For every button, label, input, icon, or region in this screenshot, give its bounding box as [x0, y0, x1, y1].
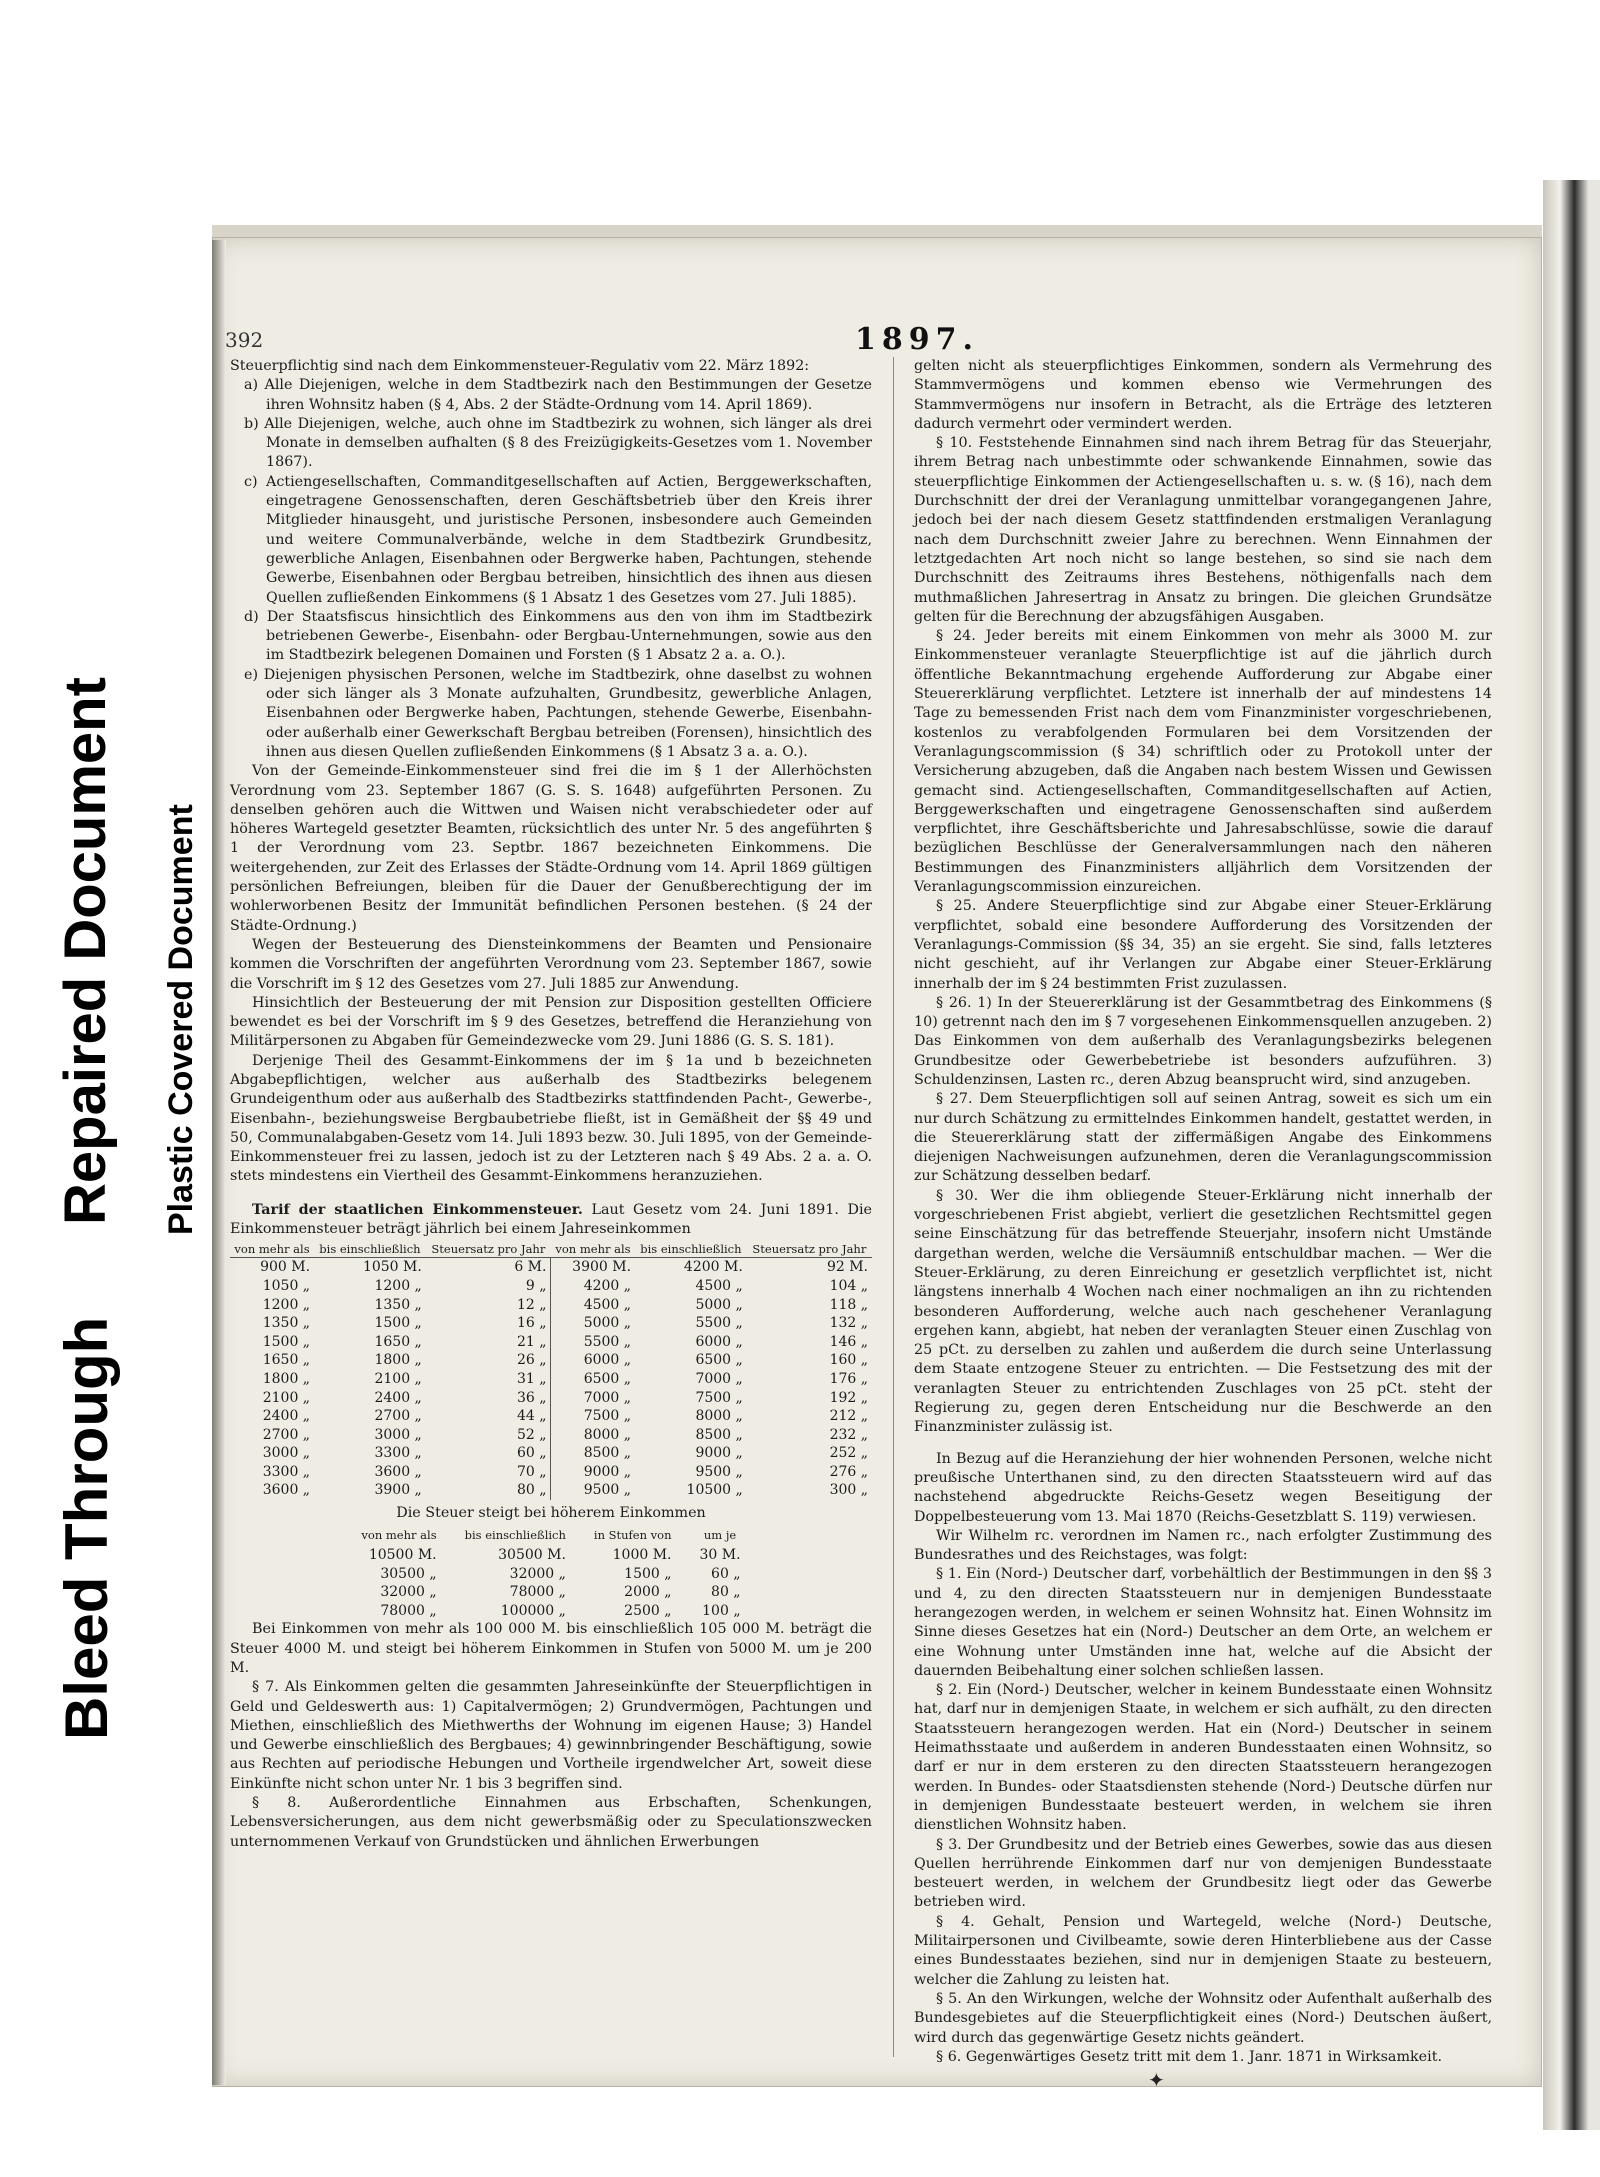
paragraph: § 8. Außerordentliche Einnahmen aus Erbschaften, Schenkungen, Lebensversicherungen, aus dem nicht gewerbsmäßig oder zu Speculationszwecken unternommenen Verkauf von Grundstücken und ähnlichen Erwerbungen	[230, 1795, 872, 1850]
tarif-cell: 8500 „	[551, 1444, 635, 1463]
tarif-header: Steuersatz pro Jahr	[431, 1242, 546, 1257]
tarif-cell: 252 „	[829, 1445, 868, 1462]
tarif-cell: 1350 „	[374, 1296, 422, 1313]
paragraph: In Bezug auf die Heranziehung der hier wohnenden Personen, welche nicht preußische Unterthanen sind, zu den directen Staatssteuern wird auf das nachstehend abgedruckte Reichs-Gesetz wegen Beseitigung der Doppelbesteuerung vom 13. Mai 1870 (Reichs-Gesetzblatt S. 119) verwiesen.	[914, 1450, 1492, 1525]
tarif-cell: 52 „	[516, 1426, 547, 1443]
repaired-document-label: Repaired Document	[53, 677, 118, 1225]
tarif-cell: 2700 „	[262, 1426, 311, 1443]
paragraph: § 27. Dem Steuerpflichtigen soll auf seinen Antrag, soweit es sich um ein nur durch Schätzung zu ermittelndes Einkommen handelt, gestattet werden, in die Steuererklärung statt der ziffermäßigen Angabe des Einkommens diejenigen Nachweisungen aufzunehmen, deren die Veranlagungscommission zur Schätzung desselben bedarf.	[914, 1091, 1492, 1185]
steig-cell: 100000 „	[500, 1602, 566, 1619]
tarif-cell: 3900 „	[374, 1482, 422, 1499]
tarif-cell: 2400 „	[374, 1389, 422, 1406]
list-item: b) Alle Diejenigen, welche, auch ohne im Stadtbezirk zu wohnen, sich länger als drei Monate in demselben aufhalten (§ 8 des Freizügigkeits-Gesetzes vom 1. November 1867).	[244, 415, 872, 471]
tarif-cell: 1800 „	[374, 1352, 422, 1369]
paragraph: § 3. Der Grundbesitz und der Betrieb eines Gewerbes, sowie das aus diesen Quellen herrührende Einkommen darf nur von demjenigen Bundesstaate besteuert werden, in welchem der Grundbesitz liegt oder das Gewerbe betrieben wird.	[914, 1836, 1492, 1911]
tarif-cell: 44 „	[516, 1408, 547, 1425]
paragraph: § 25. Andere Steuerpflichtige sind zur Abgabe einer Steuer-Erklärung verpflichtet, sobald eine besondere Aufforderung des Vorsitzenden der Veranlagungs-Commission (§§ 34, 35) an sie ergeht. Sie sind, falls letzteres nicht geschieht, auf ihr Verlangen zur Abgabe einer Steuer-Erklärung innerhalb der im § 24 bestimmten Frist zuzulassen.	[914, 898, 1492, 992]
tarif-cell: 4500 „	[551, 1296, 635, 1315]
steig-header: um je	[703, 1528, 737, 1543]
steig-cell: 1000 M.	[612, 1546, 672, 1563]
page-top-edge	[212, 225, 1542, 237]
tarif-cell: 1650 „	[262, 1352, 311, 1369]
steig-cell: 60 „	[711, 1565, 741, 1582]
tarif-cell: 26 „	[516, 1352, 547, 1369]
tarif-cell: 104 „	[829, 1277, 868, 1294]
tarif-cell: 3300 „	[262, 1463, 311, 1480]
steig-table	[347, 1525, 754, 1620]
tarif-row	[230, 1481, 872, 1500]
tarif-row	[230, 1258, 872, 1277]
tarif-paragraph	[230, 1201, 872, 1240]
tarif-cell: 232 „	[829, 1426, 868, 1443]
tarif-cell: 10500 „	[686, 1482, 743, 1499]
tarif-row	[230, 1463, 872, 1482]
steig-cell: 78000 „	[509, 1584, 566, 1601]
steig-cell: 30500 M.	[498, 1546, 566, 1563]
tarif-header: bis einschließlich	[640, 1242, 742, 1257]
paragraph: § 6. Gegenwärtiges Gesetz tritt mit dem 1. Janr. 1871 in Wirksamkeit.	[936, 2048, 1442, 2065]
steig-row	[347, 1546, 754, 1565]
steig-cell: 30 M.	[699, 1546, 741, 1563]
tarif-cell: 1200 „	[262, 1296, 311, 1313]
tarif-header: bis einschließlich	[319, 1242, 421, 1257]
tarif-cell: 3000 „	[262, 1445, 311, 1462]
tarif-header: Steuersatz pro Jahr	[752, 1242, 867, 1257]
tarif-cell: 36 „	[516, 1389, 547, 1406]
list-item: a) Alle Diejenigen, welche in dem Stadtbezirk nach den Bestimmungen der Gesetze ihren Wohnsitz haben (§ 4, Abs. 2 der Städte-Ordnung vom 14. April 1869).	[244, 377, 872, 413]
tarif-intro: Laut Gesetz vom 24. Juni 1891. Die Einkommensteuer beträgt jährlich bei einem Jahreseinkommen	[230, 1201, 872, 1238]
tarif-cell: 7500 „	[695, 1389, 743, 1406]
list-item: e) Diejenigen physischen Personen, welche im Stadtbezirk, ohne daselbst zu wohnen oder sich länger als 3 Monate aufzuhalten, Grundbesitz, gewerbliche Anlagen, Eisenbahnen oder Bergwerke haben, Pachtungen, stehende Gewerbe, Eisenbahn- oder außerhalb einer Gewerkschaft Bergbau betreiben (Forensen), hinsichtlich des ihnen aus diesen Quellen zufließenden Einkommens (§ 1 Absatz 3 a. a. O.).	[244, 666, 872, 760]
paragraph: Derjenige Theil des Gesammt-Einkommens der im § 1a und b bezeichneten Abgabepflichtigen, welcher aus außerhalb des Stadtbezirks belegenem Grundeigenthum oder aus außerhalb des Stadtbezirks stattfindenden Pacht-, Gewerbe-, Eisenbahn-, beziehungsweise Bergbaubetriebe fließt, ist in Gemäßheit der §§ 49 und 50, Communalabgaben-Gesetz vom 14. Juli 1893 bezw. 30. Juli 1895, von der Gemeinde-Einkommensteuer frei zu lassen, jedoch ist zu der Letzteren nach § 49 Abs. 2 a. a. O. stets mindestens ein Viertheil des Gesammt-Einkommens heranzuziehen.	[230, 1052, 872, 1185]
tarif-cell: 8000 „	[695, 1408, 743, 1425]
book-binding	[1543, 180, 1600, 2130]
tarif-cell: 4200 „	[551, 1277, 635, 1296]
tarif-cell: 5000 „	[551, 1314, 635, 1333]
tarif-row	[230, 1389, 872, 1408]
tarif-cell: 1350 „	[262, 1315, 311, 1332]
tarif-cell: 7500 „	[551, 1407, 635, 1426]
steig-cell: 32000 „	[380, 1584, 437, 1601]
page-header	[225, 322, 1485, 358]
tarif-cell: 2400 „	[262, 1408, 311, 1425]
tarif-row	[230, 1444, 872, 1463]
bleed-through-label: Bleed Through	[53, 1316, 120, 1740]
tarif-row	[230, 1351, 872, 1370]
tarif-header: von mehr als	[234, 1242, 310, 1257]
steig-cell: 1500 „	[624, 1565, 672, 1582]
tarif-cell: 16 „	[516, 1315, 547, 1332]
paragraph: § 5. An den Wirkungen, welche der Wohnsitz oder Aufenthalt außerhalb des Bundesgebietes auf die Steuerpflichtigkeit eines (Nord-) Deutschen äußert, wird durch das gegenwärtige Gesetz nichts geändert.	[914, 1990, 1492, 2046]
tarif-cell: 176 „	[829, 1370, 868, 1387]
steig-cell: 78000 „	[380, 1602, 437, 1619]
tarif-row	[230, 1333, 872, 1352]
steig-row	[347, 1583, 754, 1602]
ornament-mark: ✦	[1148, 2068, 1165, 2092]
steig-row	[347, 1565, 754, 1584]
tarif-row	[230, 1296, 872, 1315]
page-year: 1897.	[855, 322, 979, 357]
tarif-cell: 31 „	[516, 1370, 547, 1387]
tarif-cell: 5000 „	[695, 1296, 743, 1313]
column-divider	[893, 357, 894, 2057]
tarif-cell: 1200 „	[374, 1277, 422, 1294]
steig-cell: 2000 „	[624, 1584, 672, 1601]
tarif-cell: 6000 „	[551, 1351, 635, 1370]
paragraph: gelten nicht als steuerpflichtiges Einkommen, sondern als Vermehrung des Stammvermögens und kommen ebenso wie Vermehrungen des Stammvermögens nur insofern in Betracht, als die Erträge des letzteren dadurch vermehrt oder vermindert werden.	[914, 358, 1492, 432]
tarif-cell: 8500 „	[695, 1426, 743, 1443]
tarif-cell: 276 „	[829, 1463, 868, 1480]
tarif-cell: 1500 „	[262, 1333, 311, 1350]
paragraph: Hinsichtlich der Besteuerung der mit Pension zur Disposition gestellten Officiere bewendet es bei der Vorschrift im § 9 des Gesetzes, betreffend die Heranziehung von Militärpersonen zu Abgaben für Gemeindezwecke vom 29. Juni 1886 (G. S. S. 181).	[230, 994, 872, 1050]
tarif-cell: 192 „	[829, 1389, 868, 1406]
tarif-cell: 6500 „	[551, 1370, 635, 1389]
tarif-cell: 1800 „	[262, 1370, 311, 1387]
tarif-cell: 2100 „	[374, 1370, 422, 1387]
tarif-cell: 9500 „	[551, 1481, 635, 1500]
tarif-cell: 132 „	[829, 1315, 868, 1332]
steig-cell: 32000 „	[509, 1565, 566, 1582]
paragraph: Bei Einkommen von mehr als 100 000 M. bis einschließlich 105 000 M. beträgt die Steuer 4000 M. und steigt bei höherem Einkommen in Stufen von 5000 M. um je 200 M.	[230, 1621, 872, 1676]
tarif-cell: 8000 „	[551, 1426, 635, 1445]
tarif-header: von mehr als	[555, 1242, 631, 1257]
paragraph: § 2. Ein (Nord-) Deutscher, welcher in keinem Bundesstaate einen Wohnsitz hat, darf nur in demjenigen Staate, in welchem er sich aufhält, zu den directen Staatssteuern herangezogen werden. Hat ein (Nord-) Deutscher in seinem Heimathsstaate und außerdem in anderen Bundesstaaten einen Wohnsitz, so darf er nur in dem ersteren zu den directen Staatssteuern herangezogen werden. In Bundes- oder Staatsdiensten stehende (Nord-) Deutsche dürfen nur in demjenigen Bundesstaate besteuert werden, in welchem sie ihren dienstlichen Wohnsitz haben.	[914, 1682, 1492, 1834]
tarif-row	[230, 1426, 872, 1445]
tarif-cell: 4200 M.	[683, 1259, 743, 1276]
tarif-cell: 92 M.	[826, 1259, 868, 1276]
tarif-cell: 160 „	[829, 1352, 868, 1369]
paragraph: § 24. Jeder bereits mit einem Einkommen von mehr als 3000 M. zur Einkommensteuer veranlagte Steuerpflichtige ist auf die jährlich durch öffentliche Bekanntmachung ergehende Aufforderung zur Abgabe einer Steuererklärung verpflichtet. Letztere ist innerhalb der auf mindestens 14 Tage zu bemessenden Frist nach dem vom Finanzminister vorgeschriebenen, kostenlos zu verabfolgenden Formularen bei dem Vorsitzenden der Veranlagungscommission (§ 34) schriftlich oder zu Protokoll unter der Versicherung abzugeben, daß die Angaben nach bestem Wissen und Gewissen gemacht sind. Actiengesellschaften, Commanditgesellschaften auf Actien, Berggewerkschaften und eingetragene Genossenschaften sind außerdem verpflichtet, ihre Geschäftsberichte und Jahresabschlüsse, sowie die darauf bezüglichen Beschlüsse der Generalversammlungen nach den näheren Bestimmungen des Finanzministers alljährlich dem Vorsitzenden der Veranlagungscommission einzureichen.	[914, 628, 1492, 896]
tarif-row	[230, 1407, 872, 1426]
tarif-cell: 60 „	[516, 1445, 547, 1462]
steig-body	[347, 1546, 754, 1620]
tarif-cell: 146 „	[829, 1333, 868, 1350]
tarif-row	[230, 1314, 872, 1333]
steig-cell: 10500 M.	[368, 1546, 437, 1563]
left-column	[230, 357, 872, 1852]
tarif-cell: 80 „	[516, 1482, 547, 1499]
tarif-cell: 3000 „	[374, 1426, 422, 1443]
steig-cell: 2500 „	[624, 1602, 672, 1619]
list-item: c) Actiengesellschaften, Commanditgesellschaften auf Actien, Berggewerkschaften, eingetragene Genossenschaften, deren Geschäftsbetrieb über den Kreis ihrer Mitglieder hinausgeht, und juristische Personen, insbesondere auch Gemeinden und weitere Communalverbände, welche in dem Stadtbezirk Grundbesitz, gewerbliche Anlagen, Eisenbahnen oder Bergwerke haben, Pachtungen, stehende Gewerbe, Eisenbahnen oder Bergbau betreiben, hinsichtlich des ihnen aus diesen Quellen zufließenden Einkommens (§ 1 Absatz 1 des Gesetzes vom 27. Juli 1885).	[244, 473, 872, 606]
paragraph: Wir Wilhelm rc. verordnen im Namen rc., nach erfolgter Zustimmung des Bundesrathes und des Reichstages, was folgt:	[914, 1527, 1492, 1564]
tarif-cell: 3900 M.	[551, 1258, 635, 1277]
tarif-cell: 3300 „	[374, 1445, 422, 1462]
tarif-cell: 7000 „	[695, 1370, 743, 1387]
tarif-row	[230, 1370, 872, 1389]
tarif-cell: 118 „	[829, 1296, 868, 1313]
tarif-cell: 9000 „	[695, 1445, 743, 1462]
tarif-cell: 1050 M.	[362, 1259, 422, 1276]
tarif-cell: 212 „	[829, 1408, 868, 1425]
tarif-cell: 9 „	[525, 1277, 547, 1294]
paragraph: Wegen der Besteuerung des Diensteinkommens der Beamten und Pensionaire kommen die Vorschriften der angeführten Verordnung vom 23. September 1867, sowie die Vorschrift im § 12 des Gesetzes vom 27. Juli 1885 zur Anwendung.	[230, 936, 872, 992]
steig-cell: 100 „	[702, 1602, 741, 1619]
tarif-cell: 9500 „	[695, 1463, 743, 1480]
paragraph: Von der Gemeinde-Einkommensteuer sind frei die im § 1 der Allerhöchsten Verordnung vom 23. September 1867 (G. S. S. 1648) aufgeführten Personen. Zu denselben gehören auch die Wittwen und Waisen nicht verabschiedeter oder auf höheres Wartegeld gesetzter Beamten, rücksichtlich des unter Nr. 5 des angeführten § 1 der Verordnung vom 23. Septbr. 1867 bezeichneten Einkommens. Die weitergehenden, zur Zeit des Erlasses der Städte-Ordnung vom 14. April 1869 gültigen persönlichen Befreiungen, bleiben für die Dauer der Genußberechtigung der im wohlerworbenen Besitz der Immunität befindlichen Personen bestehen. (§ 24 der Städte-Ordnung.)	[230, 763, 872, 934]
steig-cell: 30500 „	[380, 1565, 437, 1582]
steig-title: Die Steuer steigt bei höherem Einkommen	[396, 1505, 706, 1522]
intro-paragraph: Steuerpflichtig sind nach dem Einkommensteuer-Regulativ vom 22. März 1892:	[230, 358, 810, 374]
tarif-cell: 3600 „	[374, 1463, 422, 1480]
tarif-cell: 300 „	[829, 1482, 868, 1499]
steig-header: in Stufen von	[593, 1528, 672, 1543]
page-left-shadow	[212, 240, 226, 2085]
tarif-cell: 2700 „	[374, 1408, 422, 1425]
paragraph: § 4. Gehalt, Pension und Wartegeld, welche (Nord-) Deutsche, Militairpersonen und Civilbeamte, sowie deren Hinterbliebene aus der Casse eines Bundesstaates beziehen, sind nur in demjenigen Staate zu besteuern, welcher die Zahlung zu leisten hat.	[914, 1913, 1492, 1988]
tarif-cell: 2100 „	[262, 1389, 311, 1406]
plastic-covered-label: Plastic Covered Document	[162, 804, 200, 1235]
tarif-cell: 5500 „	[551, 1333, 635, 1352]
page-number: 392	[225, 328, 264, 352]
tarif-cell: 7000 „	[551, 1389, 635, 1408]
paragraph: § 10. Feststehende Einnahmen sind nach ihrem Betrag für das Steuerjahr, ihrem Betrag nach unbestimmte oder schwankende Einnahmen, sowie das steuerpflichtige Einkommen der Actiengesellschaften u. s. w. (§ 16), nach dem Durchschnitt der drei der Veranlagung unmittelbar vorangegangenen Jahre, jedoch bei der nach diesem Gesetz stattfindenden erstmaligen Veranlagung nach dem Durchschnitt zweier Jahre zu berechnen. Wenn Einnahmen der letztgedachten Art noch nicht so lange bestehen, so sind sie nach dem Durchschnitt des Zeitraums ihres Bestehens, nöthigenfalls nach dem muthmaßlichen Jahresertrag in Ansatz zu bringen. Die gleichen Grundsätze gelten für die Berechnung der abzugsfähigen Ausgaben.	[914, 435, 1492, 625]
tarif-cell: 6000 „	[695, 1333, 743, 1350]
tarif-body	[230, 1258, 872, 1500]
tarif-cell: 4500 „	[695, 1277, 743, 1294]
steig-cell: 80 „	[711, 1584, 741, 1601]
paragraph: § 1. Ein (Nord-) Deutscher darf, vorbehältlich der Bestimmungen in den §§ 3 und 4, zu den directen Staatssteuern nur in demjenigen Bundesstaate herangezogen werden, in welchem er seinen Wohnsitz hat. Einen Wohnsitz im Sinne dieses Gesetzes hat ein (Nord-) Deutscher an dem Orte, an welchem er eine Wohnung unter Umständen inne hat, welche auf die Absicht der dauernden Beibehaltung einer solchen schließen lassen.	[914, 1566, 1492, 1679]
paragraph: § 7. Als Einkommen gelten die gesammten Jahreseinkünfte der Steuerpflichtigen in Geld und Geldeswerth aus: 1) Capitalvermögen; 2) Grundvermögen, Pachtungen und Miethen, einschließlich des Miethwerths der Wohnung im eigenen Hause; 3) Handel und Gewerbe einschließlich des Bergbaues; 4) gewinnbringender Beschäftigung, sowie aus Rechten auf periodische Hebungen und Vortheile irgendwelcher Art, soweit diese Einkünfte nicht schon unter Nr. 1 bis 3 begriffen sind.	[230, 1679, 872, 1792]
tarif-cell: 5500 „	[695, 1315, 743, 1332]
steig-row	[347, 1602, 754, 1621]
tarif-title: Tarif der staatlichen Einkommensteuer.	[252, 1201, 583, 1218]
tarif-cell: 70 „	[516, 1463, 547, 1480]
tarif-cell: 1500 „	[374, 1315, 422, 1332]
tarif-cell: 9000 „	[551, 1463, 635, 1482]
paragraph: § 30. Wer die ihm obliegende Steuer-Erklärung nicht innerhalb der vorgeschriebenen Frist abgiebt, verliert die gesetzlichen Rechtsmittel gegen seine Einschätzung für das betreffende Steuerjahr, insofern nicht Umstände dargethan werden, welche die Versäumniß entschuldbar machen. — Wer die Steuer-Erklärung, zu deren Einreichung er gesetzlich verpflichtet ist, nicht längstens innerhalb 4 Wochen nach einer nochmaligen an ihn zu richtenden besonderen Aufforderung, welche auch nach geschehener Veranlagung ergehen kann, abgiebt, hat neben der veranlagten Steuer einen Zuschlag von 25 pCt. zu derselben zu zahlen und außerdem die durch seine Unterlassung dem Staate entzogene Steuer zu entrichten. — Die Festsetzung des mit der veranlagten Steuer zu entrichtenden Zuschlages von 25 pCt. steht der Regierung zu, gegen deren Entscheidung nur die Beschwerde an den Finanzminister zulässig ist.	[914, 1187, 1492, 1436]
tarif-cell: 21 „	[516, 1333, 547, 1350]
tarif-cell: 12 „	[516, 1296, 547, 1313]
tarif-cell: 1050 „	[262, 1277, 311, 1294]
tarif-cell: 6500 „	[695, 1352, 743, 1369]
tarif-table	[230, 1241, 872, 1500]
tarif-row	[230, 1277, 872, 1296]
paragraph: § 26. 1) In der Steuererklärung ist der Gesammtbetrag des Einkommens (§ 10) getrennt nach den im § 7 vorgesehenen Einkommensquellen anzugeben. 2) Das Einkommen von dem außerhalb des Veranlagungsbezirks belegenen Grundbesitze oder Gewerbebetriebe ist besonders aufzuführen. 3) Schuldenzinsen, Lasten rc., deren Abzug beansprucht wird, sind anzugeben.	[914, 994, 1492, 1088]
tarif-cell: 900 M.	[260, 1259, 311, 1276]
tarif-cell: 3600 „	[262, 1482, 311, 1499]
steig-header: bis einschließlich	[464, 1528, 566, 1543]
list-item: d) Der Staatsfiscus hinsichtlich des Einkommens aus den von ihm im Stadtbezirk betriebenen Gewerbe-, Eisenbahn- oder Bergbau-Unternehmungen, sowie aus den im Stadtbezirk belegenen Domainen und Forsten (§ 1 Absatz 2 a. a. O.).	[244, 608, 872, 664]
steig-header: von mehr als	[361, 1528, 437, 1543]
tarif-cell: 1650 „	[374, 1333, 422, 1350]
tarif-cell: 6 M.	[514, 1259, 547, 1276]
right-column	[914, 357, 1492, 2067]
